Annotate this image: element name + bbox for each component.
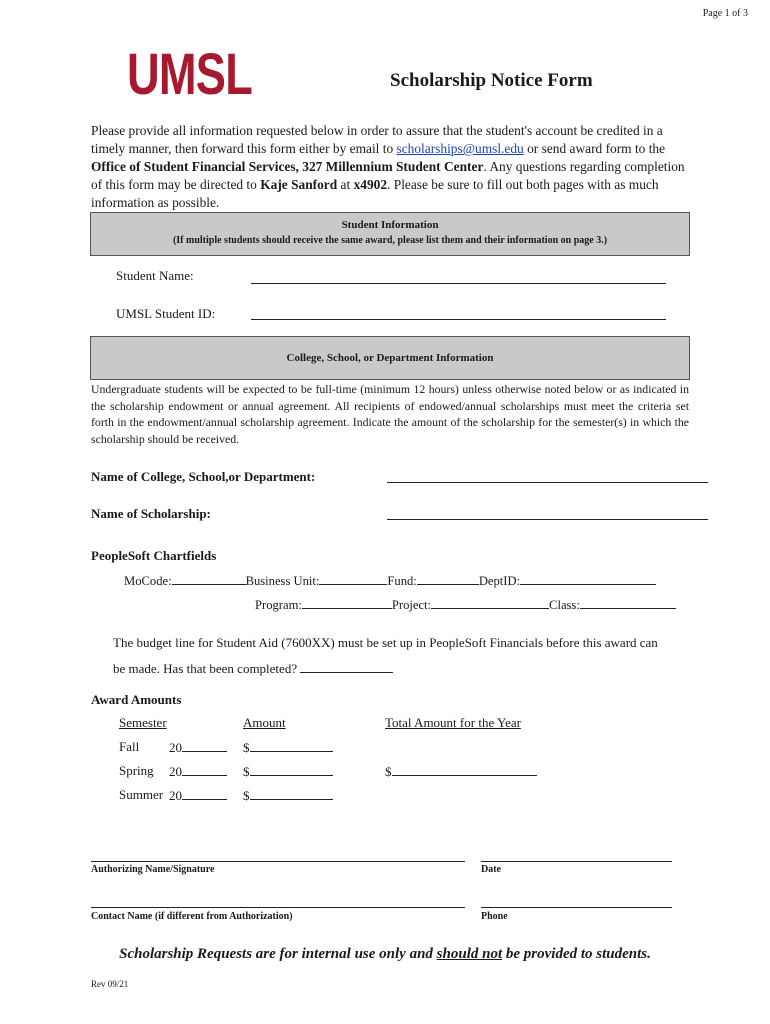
program-label: Program: bbox=[255, 598, 302, 612]
fund-label: Fund: bbox=[387, 574, 417, 588]
student-info-title: Student Information bbox=[341, 219, 439, 231]
fall-label: Fall bbox=[119, 739, 140, 754]
page-title: Scholarship Notice Form bbox=[390, 70, 593, 91]
semester-column-header: Semester bbox=[119, 715, 167, 730]
revision-label: Rev 09/21 bbox=[91, 979, 129, 989]
summer-amount: $ bbox=[243, 787, 333, 804]
summer-year: 20 bbox=[169, 787, 227, 804]
business-unit-label: Business Unit: bbox=[245, 574, 320, 588]
spring-amount-field[interactable] bbox=[250, 763, 333, 776]
budget-note-line2: be made. Has that been completed? bbox=[113, 660, 393, 677]
authorizing-signature-field[interactable] bbox=[91, 861, 465, 862]
fund-field[interactable] bbox=[417, 572, 479, 585]
fall-year: 20 bbox=[169, 739, 227, 756]
class-field[interactable] bbox=[580, 596, 676, 609]
program-field[interactable] bbox=[302, 596, 392, 609]
amount-column-header: Amount bbox=[243, 715, 286, 730]
fall-amount-field[interactable] bbox=[250, 739, 333, 752]
summer-year-field[interactable] bbox=[182, 787, 227, 800]
student-info-header bbox=[90, 212, 690, 256]
student-name-label: Student Name: bbox=[116, 268, 194, 283]
spring-label: Spring bbox=[119, 763, 154, 778]
scholarship-name-field[interactable] bbox=[387, 519, 708, 520]
college-name-label: Name of College, School,or Department: bbox=[91, 469, 316, 484]
summer-amount-field[interactable] bbox=[250, 787, 333, 800]
internal-use-notice: Scholarship Requests are for internal use only and should not be provided to students. bbox=[119, 946, 651, 962]
spring-year: 20 bbox=[169, 763, 227, 780]
spring-year-field[interactable] bbox=[182, 763, 227, 776]
scholarship-name-label: Name of Scholarship: bbox=[91, 506, 211, 521]
chartfields-row-1 bbox=[124, 572, 656, 589]
student-id-field[interactable] bbox=[251, 319, 666, 320]
contact-name-label: Contact Name (if different from Authorization) bbox=[91, 911, 293, 922]
project-field[interactable] bbox=[431, 596, 549, 609]
summer-label: Summer bbox=[119, 787, 164, 802]
project-label: Project: bbox=[391, 598, 432, 612]
budget-confirm-field[interactable] bbox=[300, 660, 393, 673]
total-amount: $ bbox=[385, 763, 537, 780]
student-name-field[interactable] bbox=[251, 283, 666, 284]
spring-amount: $ bbox=[243, 763, 333, 780]
deptid-label: DeptID: bbox=[478, 574, 521, 588]
student-id-label: UMSL Student ID: bbox=[116, 306, 216, 321]
class-label: Class: bbox=[549, 598, 580, 612]
umsl-logo: UMSL bbox=[127, 42, 253, 107]
college-paragraph: Undergraduate students will be expected to be full-time (minimum 12 hours) unless otherwise noted below or as indicated in the scholarship endowment or annual agreement. All recipients of endowed/annual scholarships must meet the criteria set forth in the endowment/annual scholarship agreement. Indicate the amount of the scholarship for the semester(s) in which the scholarship should be received. bbox=[91, 382, 689, 446]
date-label: Date bbox=[481, 864, 501, 875]
mocode-label: MoCode: bbox=[124, 574, 172, 588]
total-column-header: Total Amount for the Year bbox=[385, 715, 521, 730]
authorizing-signature-label: Authorizing Name/Signature bbox=[91, 864, 215, 875]
budget-note-line1: The budget line for Student Aid (7600XX) must be set up in PeopleSoft Financials before this award can bbox=[113, 635, 658, 650]
award-amounts-heading: Award Amounts bbox=[91, 692, 182, 707]
fall-amount: $ bbox=[243, 739, 333, 756]
contact-name-field[interactable] bbox=[91, 907, 465, 908]
business-unit-field[interactable] bbox=[319, 572, 387, 585]
college-name-field[interactable] bbox=[387, 482, 708, 483]
mocode-field[interactable] bbox=[172, 572, 246, 585]
page-number: Page 1 of 3 bbox=[702, 8, 748, 19]
deptid-field[interactable] bbox=[520, 572, 656, 585]
phone-field[interactable] bbox=[481, 907, 672, 908]
student-info-subtitle: (If multiple students should receive the same award, please list them and their information on page 3.) bbox=[172, 235, 608, 246]
total-amount-field[interactable] bbox=[392, 763, 537, 776]
chartfields-row-2 bbox=[255, 596, 676, 613]
chartfields-heading: PeopleSoft Chartfields bbox=[91, 548, 217, 563]
date-field[interactable] bbox=[481, 861, 672, 862]
college-info-header: College, School, or Department Information bbox=[90, 336, 690, 380]
phone-label: Phone bbox=[481, 911, 508, 922]
fall-year-field[interactable] bbox=[182, 739, 227, 752]
email-link[interactable]: scholarships@umsl.edu bbox=[396, 141, 524, 156]
intro-paragraph: Please provide all information requested below in order to assure that the student's account be credited in a timely manner, then forward this form either by email to scholarships@umsl.edu or send award form to the Office of Student Financial Services, 327 Millennium Student Center. Any questions regarding completion of this form may be directed to Kaje Sanford at x4902. Please be sure to fill out both pages with as much information as possible. bbox=[91, 123, 685, 210]
